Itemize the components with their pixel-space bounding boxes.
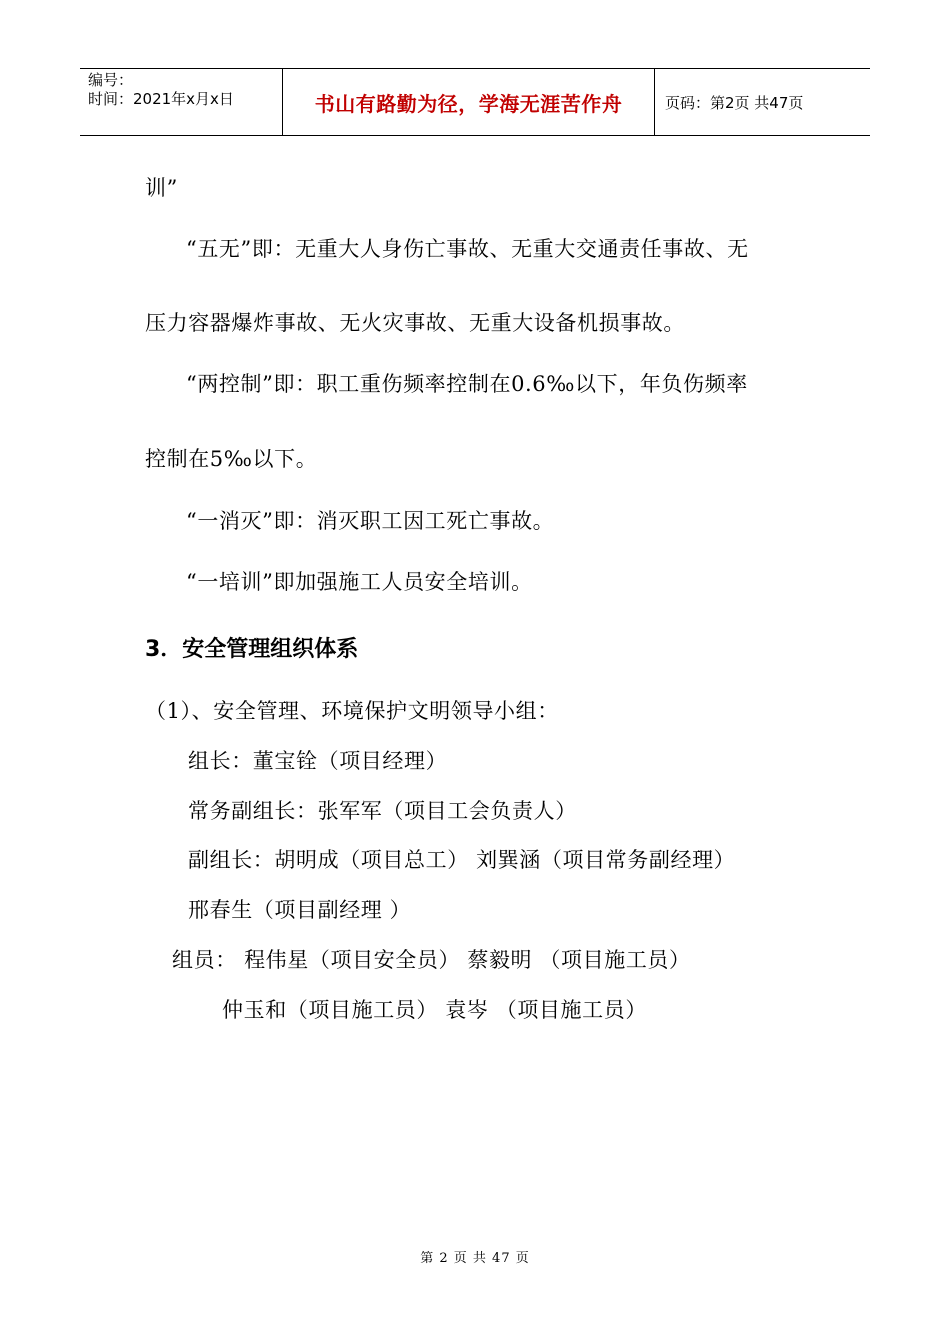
page-footer: 第 2 页 共 47 页 — [420, 1251, 530, 1266]
org-line-2: 组长：董宝铨（项目经理） — [188, 749, 448, 773]
header-motto: 书山有路勤为径，学海无涯苦作舟 — [283, 69, 655, 135]
body-line-6: “一消灭”即：消灭职工因工死亡事故。 — [186, 509, 555, 533]
body-line-7: “一培训”即加强施工人员安全培训。 — [186, 570, 533, 594]
body-line-2: “五无”即：无重大人身伤亡事故、无重大交通责任事故、无 — [186, 237, 749, 261]
org-line-4: 副组长：胡明成（项目总工） 刘巽涵（项目常务副经理） — [188, 848, 736, 872]
page-header — [80, 68, 870, 136]
body-line-4: “两控制”即：职工重伤频率控制在0.6‰以下，年负伤频率 — [186, 372, 748, 396]
body-line-1: 训” — [145, 176, 178, 200]
org-line-5: 邢春生（项目副经理 ） — [188, 898, 412, 922]
body-line-3: 压力容器爆炸事故、无火灾事故、无重大设备机损事故。 — [145, 311, 685, 335]
header-page-info: 页码：第2页 共47页 — [665, 93, 804, 112]
org-line-7: 仲玉和（项目施工员） 袁岑 （项目施工员） — [222, 998, 647, 1022]
header-meta — [80, 69, 283, 135]
org-line-1: （1）、安全管理、环境保护文明领导小组： — [145, 699, 559, 723]
org-line-3: 常务副组长：张军军（项目工会负责人） — [188, 799, 577, 823]
body-line-5: 控制在5‰以下。 — [145, 447, 318, 471]
org-line-6: 组员： 程伟星（项目安全员） 蔡毅明 （项目施工员） — [172, 948, 691, 972]
section-heading: 3．安全管理组织体系 — [145, 637, 359, 662]
doc-date-label: 时间：2021年x月x日 — [88, 90, 234, 108]
doc-number-label: 编号： — [88, 71, 134, 89]
